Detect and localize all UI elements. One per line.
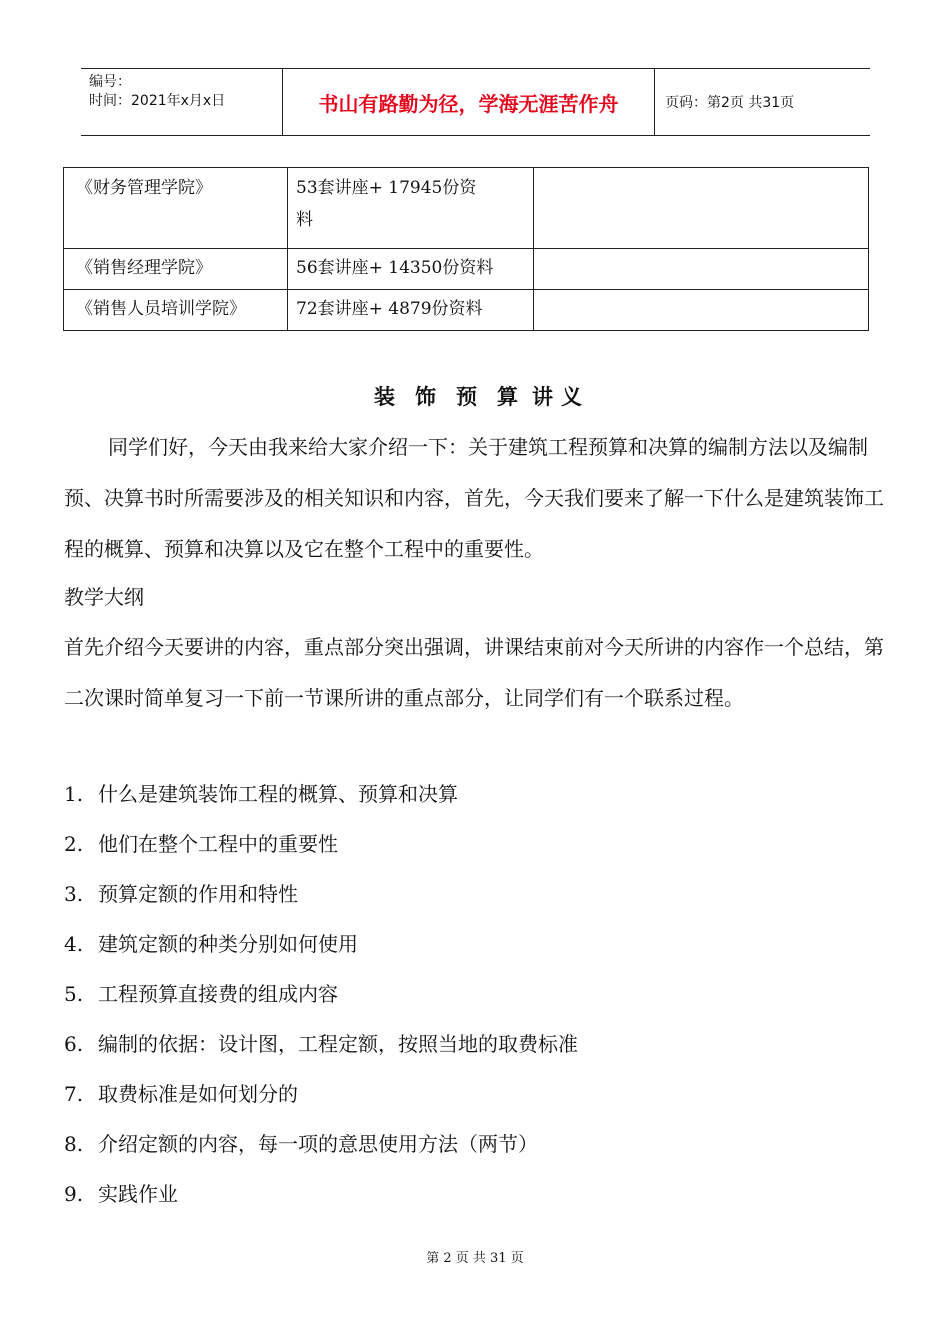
item-number: 7. <box>64 1082 84 1106</box>
item-number: 3. <box>64 882 84 906</box>
outline-paragraph: 首先介绍今天要讲的内容，重点部分突出强调，讲课结束前对今天所讲的内容作一个总结，第二次课时简单复习一下前一节课所讲的重点部分，让同学们有一个联系过程。 <box>64 635 884 710</box>
item-text: 什么是建筑装饰工程的概算、预算和决算 <box>98 782 458 806</box>
item-text: 编制的依据：设计图，工程定额，按照当地的取费标准 <box>98 1032 578 1056</box>
list-item <box>64 769 578 819</box>
table-cell-name: 《销售人员培训学院》 <box>64 290 288 331</box>
item-text: 工程预算直接费的组成内容 <box>98 982 338 1006</box>
item-text: 实践作业 <box>98 1182 178 1206</box>
table-cell-detail: 72套讲座+ 4879份资料 <box>288 290 534 331</box>
header-page-info: 页码：第2页 共31页 <box>665 95 795 111</box>
detail-line: 53套讲座+ 17945份资 <box>296 178 477 198</box>
item-text: 取费标准是如何划分的 <box>98 1082 298 1106</box>
table-cell-extra <box>534 249 869 290</box>
table-cell-name: 《销售经理学院》 <box>64 249 288 290</box>
item-number: 1. <box>64 782 84 806</box>
list-item <box>64 1119 578 1169</box>
title-char: 算 <box>497 385 518 409</box>
header-motto: 书山有路勤为径，学海无涯苦作舟 <box>283 69 655 135</box>
intro-paragraph: 同学们好，今天由我来给大家介绍一下：关于建筑工程预算和决算的编制方法以及编制预、决算书时所需要涉及的相关知识和内容，首先，今天我们要来了解一下什么是建筑装饰工程的概算、预算和决算以及它在整个工程中的重要性。 <box>64 435 884 561</box>
list-item <box>64 919 578 969</box>
item-number: 6. <box>64 1032 84 1056</box>
detail-line: 料 <box>296 210 313 230</box>
item-number: 9. <box>64 1182 84 1206</box>
list-item <box>64 869 578 919</box>
item-number: 8. <box>64 1132 84 1156</box>
table-row <box>64 290 869 331</box>
table-cell-extra <box>534 290 869 331</box>
title-char: 预 <box>456 385 477 409</box>
table-row <box>64 249 869 290</box>
title-char: 讲 <box>532 385 553 409</box>
page-footer: 第 2 页 共 31 页 <box>426 1251 524 1266</box>
item-text: 建筑定额的种类分别如何使用 <box>98 932 358 956</box>
resource-table <box>63 167 869 331</box>
list-item <box>64 819 578 869</box>
page-header <box>81 68 870 136</box>
document-title <box>0 381 950 411</box>
list-item <box>64 1069 578 1119</box>
table-row <box>64 168 869 249</box>
item-text: 预算定额的作用和特性 <box>98 882 298 906</box>
outline-list <box>64 769 578 1219</box>
item-text: 他们在整个工程中的重要性 <box>98 832 338 856</box>
table-cell-detail: 56套讲座+ 14350份资料 <box>288 249 534 290</box>
item-number: 2. <box>64 832 84 856</box>
item-text: 介绍定额的内容，每一项的意思使用方法（两节） <box>98 1132 538 1156</box>
title-char: 义 <box>561 385 582 409</box>
item-number: 4. <box>64 932 84 956</box>
table-cell-extra <box>534 168 869 249</box>
title-char: 饰 <box>415 385 436 409</box>
time-label: 时间：2021年x月x日 <box>89 93 226 109</box>
list-item <box>64 1019 578 1069</box>
table-cell-detail <box>288 168 534 249</box>
list-item <box>64 969 578 1019</box>
header-meta <box>81 69 283 135</box>
table-cell-name: 《财务管理学院》 <box>64 168 288 249</box>
item-number: 5. <box>64 982 84 1006</box>
outline-heading: 教学大纲 <box>64 585 144 609</box>
list-item <box>64 1169 578 1219</box>
title-char: 装 <box>374 385 395 409</box>
number-label: 编号： <box>89 74 131 90</box>
